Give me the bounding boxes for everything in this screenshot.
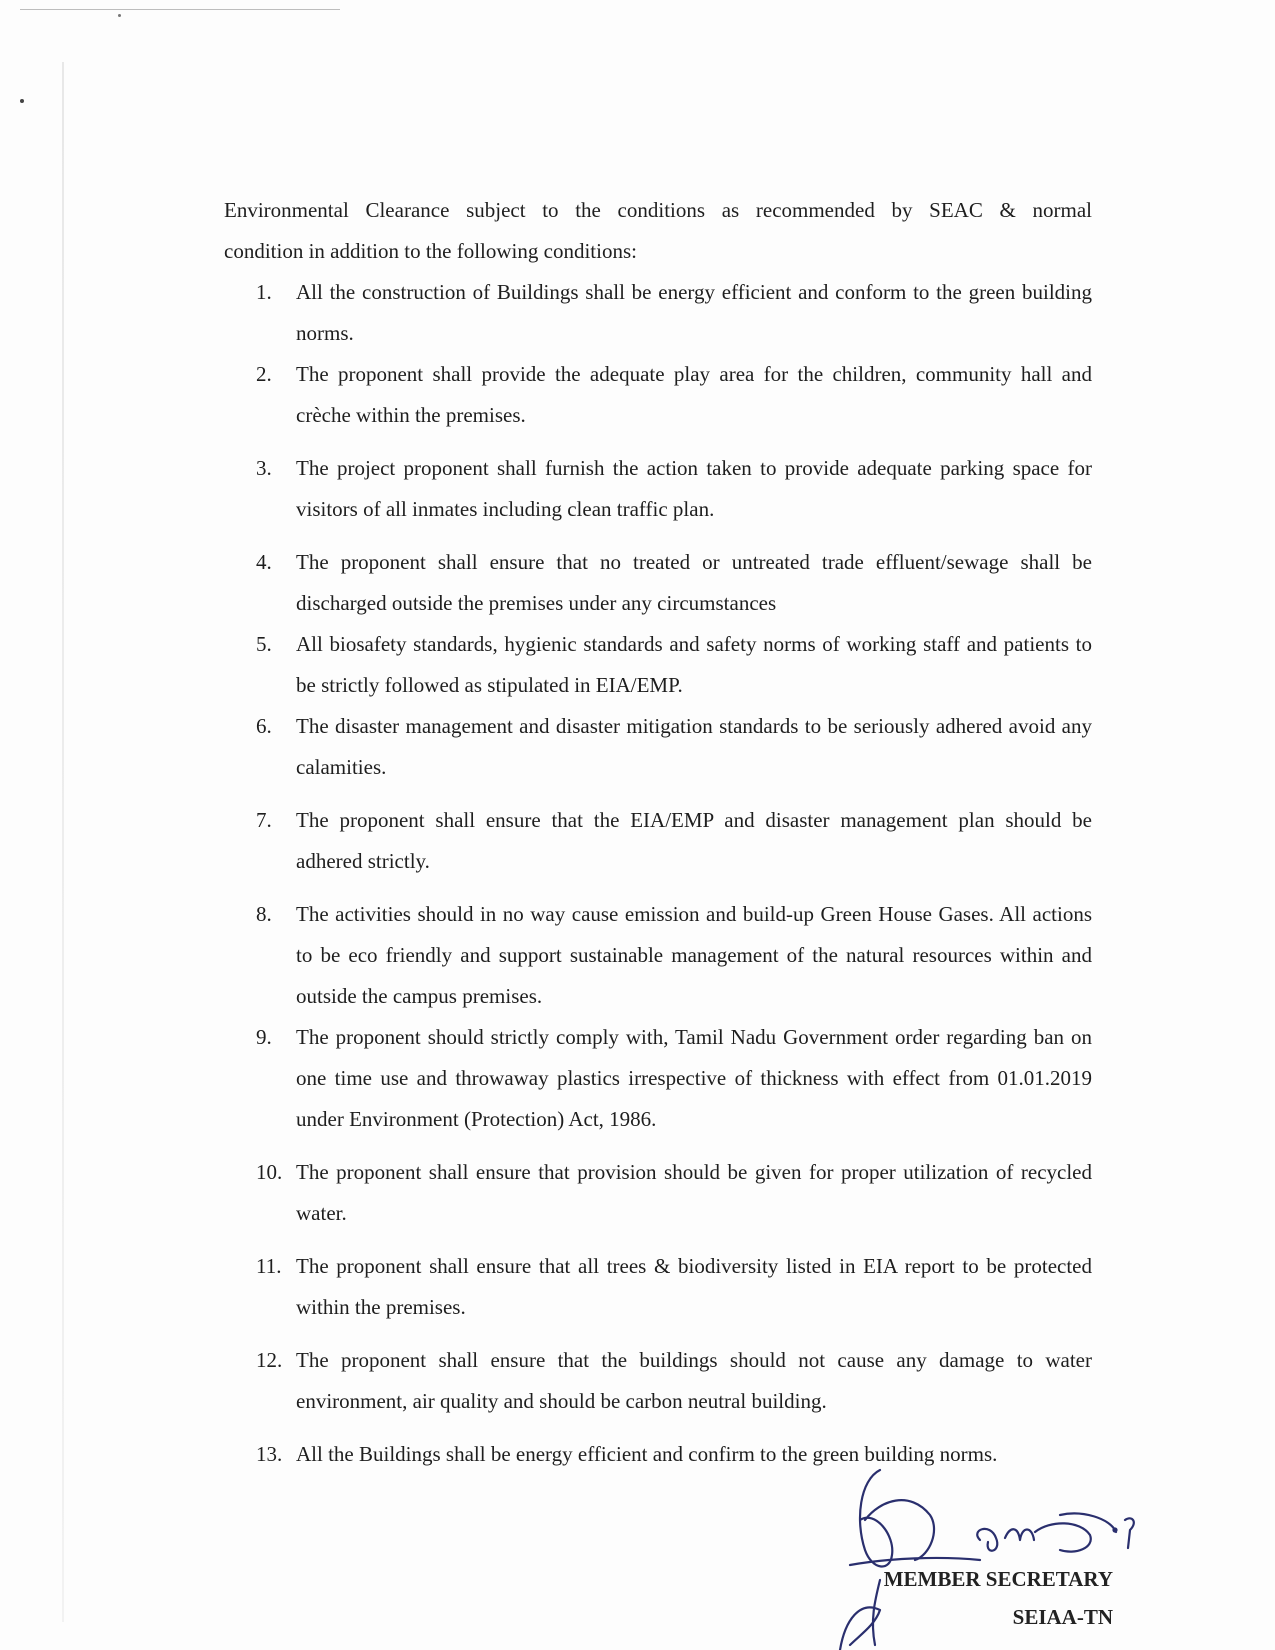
- condition-item: [256, 800, 1092, 882]
- condition-item: [256, 1246, 1092, 1328]
- condition-text: The proponent shall ensure that no treated or untreated trade effluent/sewage shall be discharged outside the premises under any circumstances: [296, 550, 1092, 615]
- condition-number: 8.: [256, 902, 272, 926]
- condition-number: 7.: [256, 808, 272, 832]
- condition-number: 11.: [256, 1254, 282, 1278]
- condition-number: 9.: [256, 1025, 272, 1049]
- intro-line-2: condition in addition to the following conditions:: [224, 239, 637, 263]
- condition-text: The proponent shall ensure that all trees & biodiversity listed in EIA report to be protected within the premises.: [296, 1254, 1092, 1319]
- signatory-designation: MEMBER SECRETARY: [883, 1567, 1113, 1591]
- condition-text: The proponent shall ensure that the buildings should not cause any damage to water environment, air quality and should be carbon neutral building.: [296, 1348, 1092, 1413]
- condition-item: [256, 894, 1092, 1017]
- condition-text: The proponent shall provide the adequate play area for the children, community hall and crèche within the premises.: [296, 362, 1092, 427]
- condition-text: All the Buildings shall be energy efficient and confirm to the green building norms.: [296, 1442, 998, 1466]
- condition-number: 12.: [256, 1348, 283, 1372]
- intro-paragraph: [224, 190, 1092, 272]
- condition-number: 1.: [256, 280, 272, 304]
- condition-text: The proponent should strictly comply with, Tamil Nadu Government order regarding ban on one time use and throwaway plastics irrespective of thickness with effect from 01.01.2019 under Environment (Protection) Act, 1986.: [296, 1025, 1092, 1131]
- condition-number: 6.: [256, 714, 272, 738]
- condition-item: [256, 448, 1092, 530]
- condition-item: [256, 1152, 1092, 1234]
- condition-item: [256, 542, 1092, 624]
- condition-text: All the construction of Buildings shall be energy efficient and conform to the green building norms.: [296, 280, 1092, 345]
- condition-item: [256, 624, 1092, 706]
- condition-number: 2.: [256, 362, 272, 386]
- conditions-list: [256, 272, 1092, 1475]
- condition-number: 4.: [256, 550, 272, 574]
- signatory-authority: SEIAA-TN: [1012, 1605, 1113, 1629]
- condition-item: [256, 272, 1092, 354]
- condition-text: The disaster management and disaster mitigation standards to be seriously adhered avoid any calamities.: [296, 714, 1092, 779]
- footer-cut-off: [120, 1640, 1100, 1650]
- scan-artifact-line: [20, 9, 340, 10]
- condition-text: The proponent shall ensure that provision should be given for proper utilization of recycled water.: [296, 1160, 1092, 1225]
- condition-text: The project proponent shall furnish the action taken to provide adequate parking space for visitors of all inmates including clean traffic plan.: [296, 456, 1092, 521]
- scan-speck: [118, 14, 121, 17]
- scan-artifact-margin: [62, 62, 64, 1622]
- condition-item: [256, 354, 1092, 436]
- condition-text: The activities should in no way cause emission and build-up Green House Gases. All actions to be eco friendly and support sustainable management of the natural resources within and outside the campus premises.: [296, 902, 1092, 1008]
- condition-number: 5.: [256, 632, 272, 656]
- intro-line-1: Environmental Clearance subject to the conditions as recommended by SEAC & normal: [224, 198, 1092, 222]
- signature-block: [884, 1560, 1113, 1636]
- condition-item: [256, 1340, 1092, 1422]
- condition-item: [256, 706, 1092, 788]
- condition-number: 13.: [256, 1442, 283, 1466]
- scan-speck: [20, 99, 24, 103]
- condition-number: 10.: [256, 1160, 283, 1184]
- condition-text: All biosafety standards, hygienic standards and safety norms of working staff and patients to be strictly followed as stipulated in EIA/EMP.: [296, 632, 1092, 697]
- condition-number: 3.: [256, 456, 272, 480]
- condition-text: The proponent shall ensure that the EIA/EMP and disaster management plan should be adhered strictly.: [296, 808, 1092, 873]
- condition-item: [256, 1017, 1092, 1140]
